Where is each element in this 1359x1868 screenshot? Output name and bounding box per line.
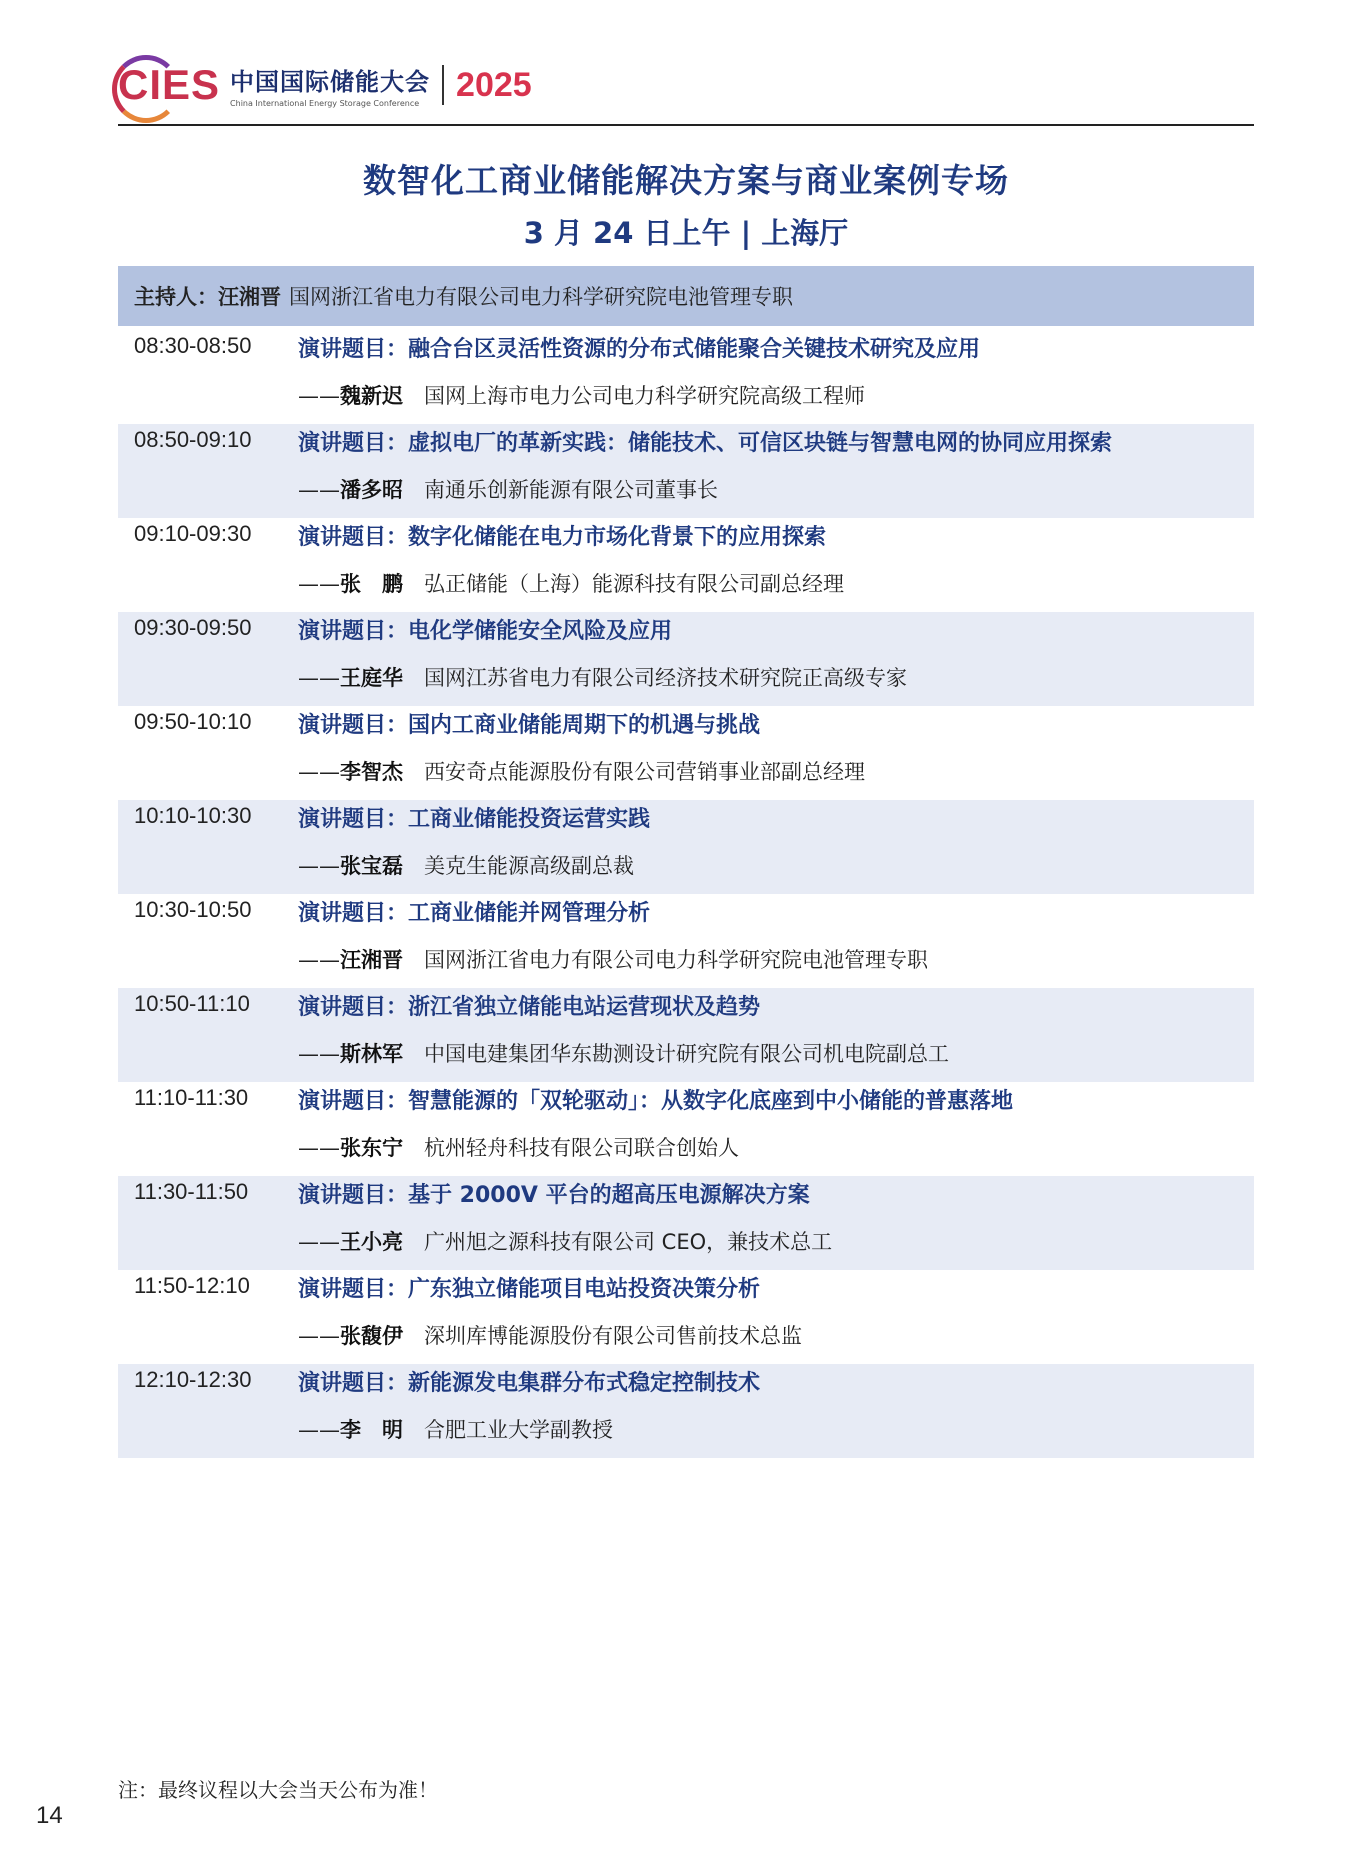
speaker-name: 张东宁 (340, 1136, 403, 1160)
speaker-affiliation: 国网上海市电力公司电力科学研究院高级工程师 (424, 384, 865, 408)
session-speaker-line (298, 1038, 949, 1068)
logo-text: CIES (118, 61, 221, 108)
schedule-row (118, 424, 1254, 518)
speaker-name: 王庭华 (340, 666, 403, 690)
logo-wordmark (230, 62, 430, 108)
schedule-row (118, 1270, 1254, 1364)
session-topic: 演讲题目：工商业储能并网管理分析 (298, 901, 651, 926)
session-time: 12:10-12:30 (134, 1367, 252, 1392)
session-topic: 演讲题目：数字化储能在电力市场化背景下的应用探索 (298, 525, 827, 550)
speaker-name: 张馥伊 (340, 1324, 403, 1348)
speaker-name: 魏新迟 (340, 384, 403, 408)
logo-en-subtitle: China International Energy Storage Conference (230, 99, 420, 108)
schedule-row (118, 1364, 1254, 1458)
logo-year: 2025 (456, 65, 532, 104)
session-time: 11:10-11:30 (134, 1085, 249, 1110)
session-topic: 演讲题目：工商业储能投资运营实践 (298, 807, 651, 832)
header-rule (118, 124, 1254, 126)
session-time: 09:10-09:30 (134, 521, 252, 546)
session-speaker-line (298, 1320, 802, 1350)
session-speaker-line (298, 568, 844, 598)
session-time: 10:10-10:30 (134, 803, 252, 828)
session-speaker-line (298, 1226, 832, 1256)
host-band (118, 266, 1254, 326)
host-name: 汪湘晋 (218, 285, 281, 309)
logo-ring-icon (112, 55, 180, 123)
session-speaker-line (298, 944, 928, 974)
speaker-dash: —— (298, 666, 340, 690)
session-speaker-line (298, 1132, 739, 1162)
session-time: 10:50-11:10 (134, 991, 250, 1016)
session-speaker-line (298, 1414, 613, 1444)
logo-mark (118, 61, 220, 109)
session-topic: 演讲题目：基于 2000V 平台的超高压电源解决方案 (298, 1183, 810, 1208)
host-label: 主持人： (134, 285, 218, 309)
speaker-name: 张宝磊 (340, 854, 403, 878)
session-time: 11:50-12:10 (134, 1273, 250, 1298)
schedule-row (118, 988, 1254, 1082)
session-time: 11:30-11:50 (134, 1179, 249, 1204)
host-affiliation: 国网浙江省电力有限公司电力科学研究院电池管理专职 (289, 285, 793, 309)
speaker-dash: —— (298, 854, 340, 878)
page-header (118, 50, 1254, 124)
session-topic: 演讲题目：广东独立储能项目电站投资决策分析 (298, 1277, 761, 1302)
speaker-affiliation: 美克生能源高级副总裁 (424, 854, 634, 878)
speaker-name: 汪湘晋 (340, 948, 403, 972)
page-number: 14 (36, 1802, 63, 1829)
speaker-affiliation: 国网浙江省电力有限公司电力科学研究院电池管理专职 (424, 948, 928, 972)
speaker-affiliation: 弘正储能（上海）能源科技有限公司副总经理 (424, 572, 844, 596)
speaker-dash: —— (298, 1136, 340, 1160)
speaker-dash: —— (298, 1042, 340, 1066)
schedule-table (118, 330, 1254, 1458)
schedule-row (118, 800, 1254, 894)
speaker-affiliation: 中国电建集团华东勘测设计研究院有限公司机电院副总工 (424, 1042, 949, 1066)
session-topic: 演讲题目：融合台区灵活性资源的分布式储能聚合关键技术研究及应用 (298, 337, 981, 362)
session-time: 09:50-10:10 (134, 709, 252, 734)
session-topic: 演讲题目：电化学储能安全风险及应用 (298, 619, 673, 644)
session-time: 09:30-09:50 (134, 615, 252, 640)
session-time: 08:50-09:10 (134, 427, 252, 452)
speaker-name: 李 明 (340, 1418, 403, 1442)
cies-logo (118, 50, 532, 120)
speaker-dash: —— (298, 948, 340, 972)
speaker-affiliation: 深圳库博能源股份有限公司售前技术总监 (424, 1324, 802, 1348)
logo-cn-title: 中国国际储能大会 (230, 68, 431, 96)
speaker-affiliation: 合肥工业大学副教授 (424, 1418, 613, 1442)
schedule-row (118, 1082, 1254, 1176)
schedule-row (118, 612, 1254, 706)
logo-divider (442, 65, 444, 105)
session-speaker-line (298, 756, 865, 786)
speaker-dash: —— (298, 478, 340, 502)
session-topic: 演讲题目：国内工商业储能周期下的机遇与挑战 (298, 713, 761, 738)
speaker-name: 张 鹏 (340, 572, 403, 596)
speaker-name: 王小亮 (340, 1230, 403, 1254)
schedule-row (118, 894, 1254, 988)
schedule-row (118, 1176, 1254, 1270)
session-topic: 演讲题目：新能源发电集群分布式稳定控制技术 (298, 1371, 761, 1396)
speaker-dash: —— (298, 1230, 340, 1254)
session-speaker-line (298, 850, 634, 880)
session-time: 10:30-10:50 (134, 897, 252, 922)
speaker-name: 李智杰 (340, 760, 403, 784)
speaker-affiliation: 西安奇点能源股份有限公司营销事业部副总经理 (424, 760, 865, 784)
schedule-row (118, 518, 1254, 612)
speaker-name: 潘多昭 (340, 478, 403, 502)
session-topic: 演讲题目：虚拟电厂的革新实践：储能技术、可信区块链与智慧电网的协同应用探索 (298, 431, 1113, 456)
speaker-dash: —— (298, 760, 340, 784)
schedule-row (118, 706, 1254, 800)
speaker-affiliation: 广州旭之源科技有限公司 CEO，兼技术总工 (424, 1230, 833, 1254)
speaker-affiliation: 国网江苏省电力有限公司经济技术研究院正高级专家 (424, 666, 907, 690)
speaker-dash: —— (298, 572, 340, 596)
schedule-row (118, 330, 1254, 424)
session-speaker-line (298, 662, 907, 692)
session-topic: 演讲题目：浙江省独立储能电站运营现状及趋势 (298, 995, 761, 1020)
session-speaker-line (298, 474, 718, 504)
page-subtitle: 3 月 24 日上午 | 上海厅 (523, 216, 849, 250)
speaker-dash: —— (298, 384, 340, 408)
page-title: 数智化工商业储能解决方案与商业案例专场 (363, 161, 1009, 200)
speaker-affiliation: 杭州轻舟科技有限公司联合创始人 (424, 1136, 739, 1160)
footnote: 注：最终议程以大会当天公布为准！ (118, 1778, 438, 1802)
speaker-dash: —— (298, 1418, 340, 1442)
speaker-name: 斯林军 (340, 1042, 403, 1066)
session-topic: 演讲题目：智慧能源的「双轮驱动」：从数字化底座到中小储能的普惠落地 (298, 1089, 1014, 1114)
session-time: 08:30-08:50 (134, 333, 252, 358)
speaker-dash: —— (298, 1324, 340, 1348)
session-speaker-line (298, 380, 865, 410)
speaker-affiliation: 南通乐创新能源有限公司董事长 (424, 478, 718, 502)
